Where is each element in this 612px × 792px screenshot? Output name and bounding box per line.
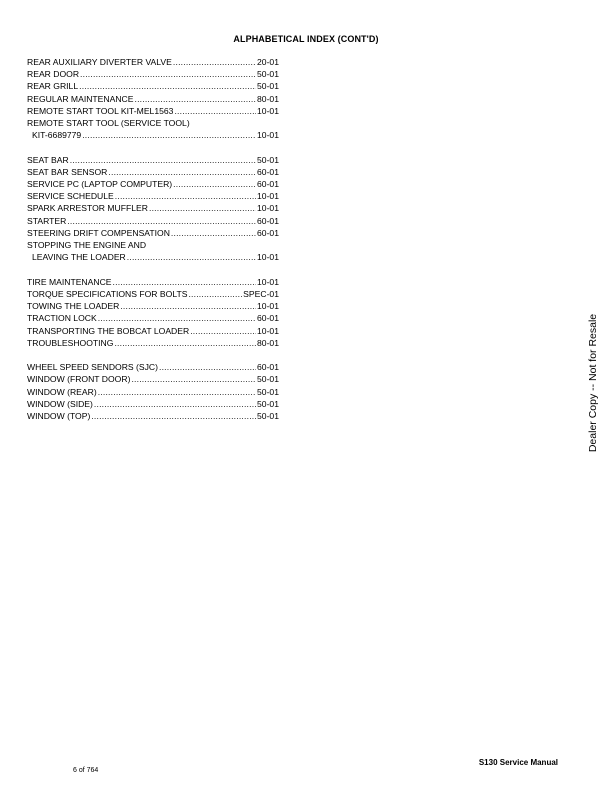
index-entry-label: REAR DOOR: [27, 69, 80, 80]
index-entry: [27, 56, 279, 68]
index-entry: [27, 251, 279, 263]
dot-leader: [98, 312, 256, 324]
index-entry-label: STOPPING THE ENGINE AND: [27, 240, 147, 251]
dot-leader: [115, 190, 256, 202]
dot-leader: [134, 93, 256, 105]
index-entry: [27, 105, 279, 117]
index-entry-label: TIRE MAINTENANCE: [27, 276, 112, 287]
index-entry-page: 60-01: [257, 215, 279, 226]
index-entry-page: 10-01: [257, 105, 279, 116]
index-entry: [27, 239, 279, 251]
dot-leader: [171, 227, 256, 239]
index-entry-page: 60-01: [257, 362, 279, 373]
index-entry-label: SPARK ARRESTOR MUFFLER: [27, 203, 148, 214]
index-entry-page: 10-01: [257, 301, 279, 312]
index-entry: [27, 373, 279, 385]
dot-leader: [190, 325, 256, 337]
index-entry: [27, 190, 279, 202]
index-entry-label: TROUBLESHOOTING: [27, 337, 114, 348]
index-entry-page: 60-01: [257, 166, 279, 177]
index-entry: [27, 227, 279, 239]
index-entry: [27, 276, 279, 288]
dot-leader: [80, 68, 256, 80]
index-entry-label: KIT-6689779: [32, 130, 82, 141]
index-entry-page: 80-01: [257, 93, 279, 104]
dot-leader: [98, 386, 256, 398]
dot-leader: [173, 56, 256, 68]
index-entry: [27, 117, 279, 129]
index-entry-label: TRACTION LOCK: [27, 313, 97, 324]
index-entry-page: 20-01: [257, 57, 279, 67]
index-entry-label: WINDOW (SIDE): [27, 398, 93, 409]
index-entry: [27, 154, 279, 166]
index-entry-page: 50-01: [257, 386, 279, 397]
index-entry-page: 50-01: [257, 411, 279, 422]
dot-leader: [82, 129, 256, 141]
index-entry-label: TOWING THE LOADER: [27, 301, 120, 312]
index-entry-page: 50-01: [257, 154, 279, 165]
index-entry: [27, 312, 279, 324]
index-entry: [27, 361, 279, 373]
dot-leader: [131, 373, 256, 385]
index-entry-page: 80-01: [257, 337, 279, 348]
dot-leader: [127, 251, 256, 263]
index-entry-label: TRANSPORTING THE BOBCAT LOADER: [27, 325, 190, 336]
index-entry-label: SERVICE PC (LAPTOP COMPUTER): [27, 179, 173, 190]
dot-leader: [70, 154, 256, 166]
dot-leader: [114, 337, 256, 349]
index-entry-page: 10-01: [257, 325, 279, 336]
index-group: [27, 154, 279, 264]
index-entry: [27, 288, 279, 300]
manual-title: S130 Service Manual: [478, 758, 558, 767]
index-entry-page: SPEC-01: [243, 288, 279, 299]
index-group: [27, 361, 279, 422]
index-entry-label: REAR AUXILIARY DIVERTER VALVE: [27, 57, 172, 67]
index-entry-page: 10-01: [257, 130, 279, 141]
index-entry-label: TORQUE SPECIFICATIONS FOR BOLTS: [27, 288, 188, 299]
index-entry: [27, 166, 279, 178]
index-entry: [27, 386, 279, 398]
index-entry: [27, 215, 279, 227]
alphabetical-index: [27, 56, 279, 435]
index-entry-page: 50-01: [257, 69, 279, 80]
index-entry-page: 10-01: [257, 276, 279, 287]
index-entry-label: WINDOW (FRONT DOOR): [27, 374, 131, 385]
dot-leader: [120, 300, 256, 312]
index-entry: [27, 337, 279, 349]
index-entry-page: 60-01: [257, 313, 279, 324]
index-entry-label: REMOTE START TOOL (SERVICE TOOL): [27, 117, 190, 128]
index-entry-page: 60-01: [257, 227, 279, 238]
index-entry-page: 50-01: [257, 398, 279, 409]
index-entry: [27, 202, 279, 214]
index-entry-label: WINDOW (TOP): [27, 411, 91, 422]
index-entry: [27, 398, 279, 410]
index-entry-page: 10-01: [257, 191, 279, 202]
index-entry-page: 50-01: [257, 374, 279, 385]
index-entry: [27, 325, 279, 337]
index-entry-label: REAR GRILL: [27, 81, 79, 92]
index-entry-label: LEAVING THE LOADER: [32, 252, 126, 263]
index-entry-label: STEERING DRIFT COMPENSATION: [27, 227, 170, 238]
index-entry-label: STARTER: [27, 215, 67, 226]
page-counter: 6 of 764: [73, 767, 99, 774]
dot-leader: [108, 166, 256, 178]
index-group: [27, 276, 279, 349]
index-entry-label: REMOTE START TOOL KIT-MEL1563: [27, 105, 174, 116]
index-entry: [27, 410, 279, 422]
dot-leader: [149, 202, 256, 214]
index-entry: [27, 300, 279, 312]
index-entry: [27, 93, 279, 105]
index-entry-label: SEAT BAR SENSOR: [27, 166, 108, 177]
index-entry-label: SEAT BAR: [27, 154, 69, 165]
index-entry-label: WINDOW (REAR): [27, 386, 97, 397]
dot-leader: [188, 288, 242, 300]
dot-leader: [159, 361, 256, 373]
dot-leader: [79, 80, 256, 92]
dot-leader: [173, 178, 256, 190]
dot-leader: [67, 215, 256, 227]
index-entry-page: 60-01: [257, 179, 279, 190]
index-group: [27, 56, 279, 141]
dot-leader: [174, 105, 256, 117]
index-entry-page: 10-01: [257, 203, 279, 214]
index-entry-page: 50-01: [257, 81, 279, 92]
index-entry-label: WHEEL SPEED SENDORS (SJC): [27, 362, 158, 373]
index-entry: [27, 178, 279, 190]
index-entry-page: 10-01: [257, 252, 279, 263]
index-entry-label: REGULAR MAINTENANCE: [27, 93, 134, 104]
dot-leader: [91, 410, 256, 422]
index-entry: [27, 68, 279, 80]
page-title: ALPHABETICAL INDEX (CONT'D): [233, 34, 379, 44]
dot-leader: [113, 276, 257, 288]
watermark: Dealer Copy -- Not for Resale: [587, 313, 599, 453]
index-entry: [27, 129, 279, 141]
index-entry-label: SERVICE SCHEDULE: [27, 191, 114, 202]
index-entry: [27, 80, 279, 92]
dot-leader: [94, 398, 256, 410]
